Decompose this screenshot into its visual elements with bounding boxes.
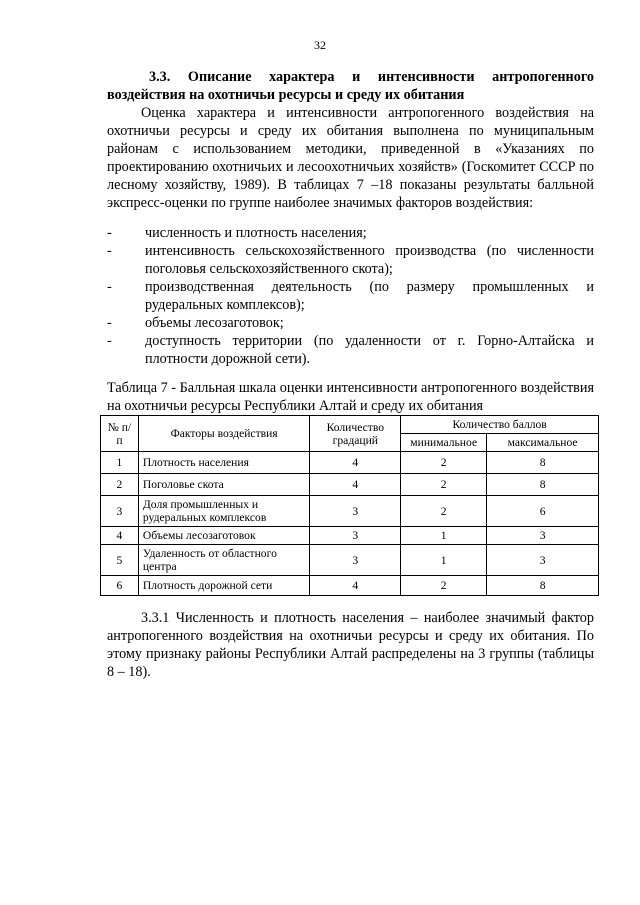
table-row [101,576,599,596]
cell-factor: Объемы лесозаготовок [138,527,310,545]
table-row [101,452,599,474]
cell-min: 2 [401,452,487,474]
list-marker: - [107,279,112,295]
list-item [107,332,594,368]
header-points: Количество баллов [401,416,599,434]
list-item-text: доступность территории (по удаленности от г. Горно-Алтайска и плотности дорожной сети). [145,333,594,367]
cell-max: 8 [487,474,599,496]
page-number: 32 [314,38,326,52]
table-row [101,496,599,527]
cell-max: 8 [487,576,599,596]
list-marker: - [107,333,112,349]
list-item-text: численность и плотность населения; [145,225,367,241]
header-max: максимальное [487,434,599,452]
cell-number: 2 [101,474,139,496]
factor-list [107,224,594,368]
cell-number: 6 [101,576,139,596]
header-min: минимальное [401,434,487,452]
cell-factor: Плотность дорожной сети [138,576,310,596]
header-factor: Факторы воздействия [138,416,310,452]
scoring-table [100,415,599,596]
list-item [107,314,594,332]
list-item-text: производственная деятельность (по размеру промышленных и рудеральных комплексов); [145,279,594,313]
cell-min: 2 [401,496,487,527]
cell-number: 5 [101,545,139,576]
cell-max: 6 [487,496,599,527]
section-title: Описание характера и интенсивности антропогенного воздействия на охотничьи ресурсы и среду их обитания [107,69,595,103]
cell-max: 8 [487,452,599,474]
header-gradations: Количество градаций [310,416,401,452]
table-header-row [101,416,599,434]
table-row [101,527,599,545]
intro-paragraph: Оценка характера и интенсивности антропогенного воздействия на охотничьи ресурсы и среду их обитания выполнена по муниципальным районам с использованием методики, приведенной в «Указаниях по проектированию охотничьих и лесоохотничьих хозяйств» (Госкомитет СССР по лесному хозяйству, 1989). В таблицах 7 –18 показаны результаты балльной экспресс-оценки по группе наиболее значимых факторов воздействия: [107,105,594,211]
cell-factor: Поголовье скота [138,474,310,496]
list-item [107,278,594,314]
section-heading [107,68,594,104]
cell-factor: Плотность населения [138,452,310,474]
cell-number: 4 [101,527,139,545]
cell-factor: Доля промышленных и рудеральных комплексов [138,496,310,527]
table-caption: Таблица 7 - Балльная шкала оценки интенсивности антропогенного воздействия на охотничьи ресурсы Республики Алтай и среду их обитания [107,380,594,414]
cell-gradations: 4 [310,474,401,496]
cell-gradations: 4 [310,452,401,474]
cell-factor: Удаленность от областного центра [138,545,310,576]
list-marker: - [107,225,112,241]
cell-max: 3 [487,527,599,545]
section-number: 3.3. [149,69,171,85]
list-item [107,242,594,278]
list-item-text: интенсивность сельскохозяйственного производства (по численности поголовья сельскохозяйственного скота); [145,243,594,277]
cell-number: 1 [101,452,139,474]
header-number: № п/п [101,416,139,452]
table-row [101,474,599,496]
cell-min: 2 [401,474,487,496]
cell-gradations: 3 [310,496,401,527]
cell-number: 3 [101,496,139,527]
table-row [101,545,599,576]
subsection-paragraph: 3.3.1 Численность и плотность населения – наиболее значимый фактор антропогенного воздействия на охотничьи ресурсы и среду их обитания. По этому признаку районы Республики Алтай распределены на 3 группы (таблицы 8 – 18). [107,610,594,680]
list-marker: - [107,315,112,331]
cell-gradations: 4 [310,576,401,596]
cell-min: 2 [401,576,487,596]
cell-gradations: 3 [310,545,401,576]
list-marker: - [107,243,112,259]
cell-gradations: 3 [310,527,401,545]
cell-min: 1 [401,527,487,545]
cell-max: 3 [487,545,599,576]
list-item-text: объемы лесозаготовок; [145,315,284,331]
cell-min: 1 [401,545,487,576]
list-item [107,224,594,242]
